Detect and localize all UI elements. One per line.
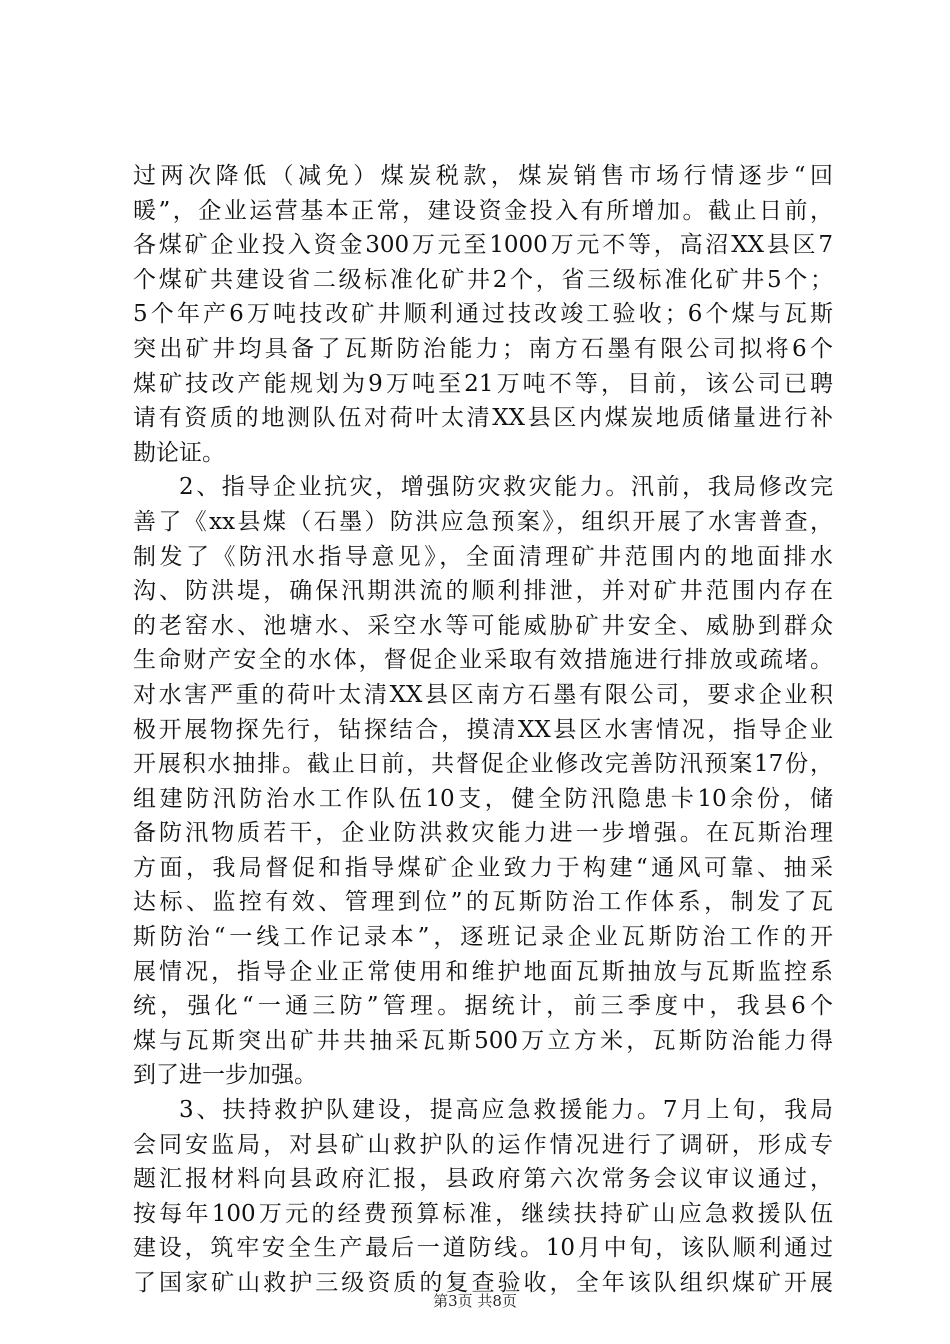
text-line: 组建防汛防治水工作队伍10支，健全防汛隐患卡10余份，储: [133, 785, 833, 812]
text-line: 3、扶持救护队建设，提高应急救援能力。7月上旬，我局: [179, 1097, 833, 1124]
text-line: 建设，筑牢安全生产最后一道防线。10月中旬，该队顺利通过: [133, 1235, 833, 1262]
text-line: 制发了《防汛水指导意见》，全面清理矿井范围内的地面排水: [133, 543, 833, 570]
body-text: [133, 159, 833, 1301]
text-line: 勘论证。: [133, 439, 225, 466]
text-line: 方面，我局督促和指导煤矿企业致力于构建“通风可靠、抽采: [133, 854, 833, 881]
text-line: 5个年产6万吨技改矿井顺利通过技改竣工验收；6个煤与瓦斯: [133, 301, 833, 328]
text-line: 开展积水抽排。截止日前，共督促企业修改完善防汛预案17份，: [133, 751, 833, 778]
text-line: 斯防治“一线工作记录本”，逐班记录企业瓦斯防治工作的开: [133, 924, 833, 951]
text-line: 的老窑水、池塘水、采空水等可能威胁矿井安全、威胁到群众: [133, 612, 833, 639]
text-line: 善了《xx县煤（石墨）防洪应急预案》，组织开展了水害普查，: [133, 508, 833, 535]
text-line: 生命财产安全的水体，督促企业采取有效措施进行排放或疏堵。: [133, 647, 833, 674]
text-line: 达标、监控有效、管理到位”的瓦斯防治工作体系，制发了瓦: [133, 889, 833, 916]
text-line: 突出矿井均具备了瓦斯防治能力；南方石墨有限公司拟将6个: [133, 335, 833, 362]
text-line: 煤与瓦斯突出矿井共抽采瓦斯500万立方米，瓦斯防治能力得: [133, 1027, 833, 1054]
text-line: 暖”，企业运营基本正常，建设资金投入有所增加。截止日前，: [133, 197, 833, 224]
text-line: 2、指导企业抗灾，增强防灾救灾能力。汛前，我局修改完: [179, 474, 833, 501]
page-number: 第3页 共8页: [433, 1292, 517, 1310]
text-line: 会同安监局，对县矿山救护队的运作情况进行了调研，形成专: [133, 1131, 833, 1158]
text-line: 各煤矿企业投入资金300万元至1000万元不等，高沼XX县区7: [133, 232, 833, 259]
text-line: 沟、防洪堤，确保汛期洪流的顺利排泄，并对矿井范围内存在: [133, 578, 833, 605]
text-line: 按每年100万元的经费预算标准，继续扶持矿山应急救援队伍: [133, 1200, 833, 1227]
text-line: 统，强化“一通三防”管理。据统计，前三季度中，我县6个: [133, 993, 833, 1020]
text-line: 到了进一步加强。: [133, 1062, 317, 1089]
text-line: 个煤矿共建设省二级标准化矿井2个，省三级标准化矿井5个；: [133, 266, 833, 293]
text-line: 题汇报材料向县政府汇报，县政府第六次常务会议审议通过，: [133, 1166, 833, 1193]
text-line: 煤矿技改产能规划为9万吨至21万吨不等，目前，该公司已聘: [133, 370, 833, 397]
text-line: 了国家矿山救护三级资质的复查验收，全年该队组织煤矿开展: [133, 1270, 833, 1296]
text-line: 展情况，指导企业正常使用和维护地面瓦斯抽放与瓦斯监控系: [133, 958, 833, 985]
text-line: 过两次降低（减免）煤炭税款，煤炭销售市场行情逐步“回: [133, 163, 833, 189]
text-line: 请有资质的地测队伍对荷叶太清XX县区内煤炭地质储量进行补: [133, 405, 833, 432]
text-line: 极开展物探先行，钻探结合，摸清XX县区水害情况，指导企业: [133, 716, 833, 743]
text-line: 对水害严重的荷叶太清XX县区南方石墨有限公司，要求企业积: [133, 681, 833, 708]
text-line: 备防汛物质若干，企业防洪救灾能力进一步增强。在瓦斯治理: [133, 820, 833, 847]
